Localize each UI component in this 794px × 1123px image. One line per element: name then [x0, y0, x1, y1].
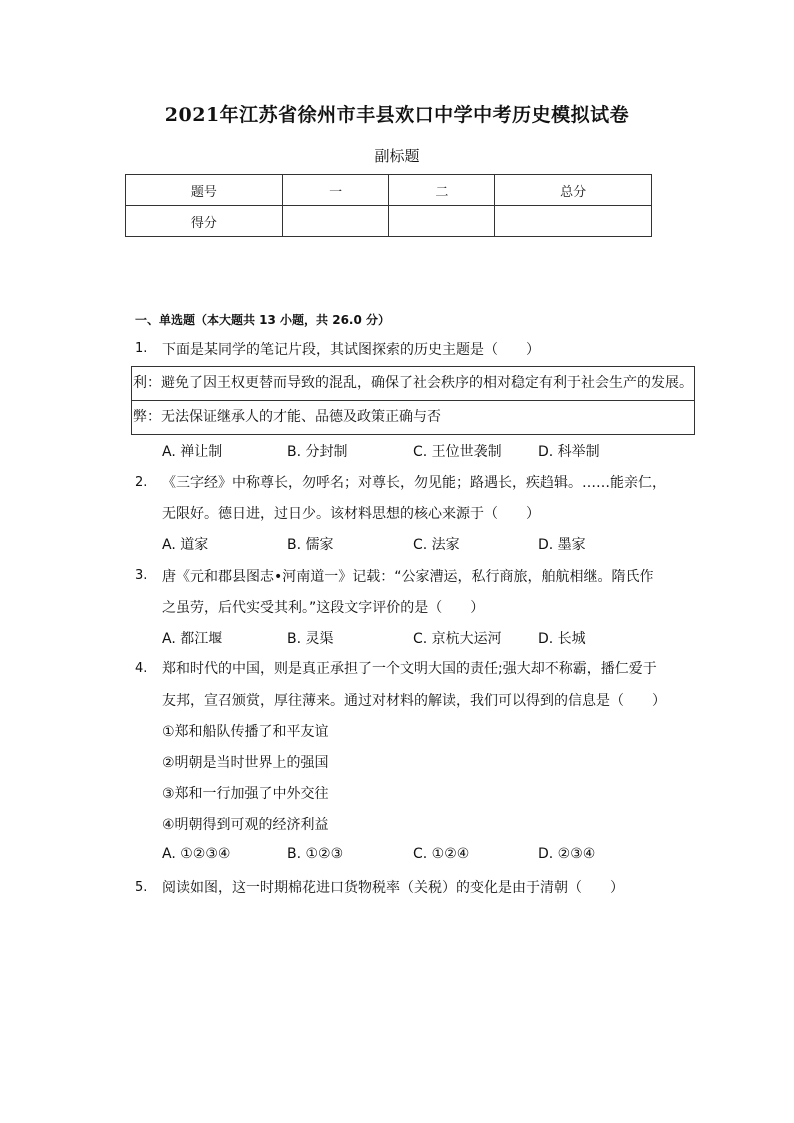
exam-title: 2021年江苏省徐州市丰县欢口中学中考历史模拟试卷 — [164, 104, 630, 126]
option-c[interactable]: C. 王位世袭制 — [413, 444, 502, 460]
question-text: 阅读如图，这一时期棉花进口货物税率（关税）的变化是由于清朝（ ） — [162, 880, 624, 896]
notes-box — [131, 366, 695, 435]
option-b[interactable]: B. 灵渠 — [287, 631, 334, 647]
score-input-cell[interactable] — [389, 206, 495, 237]
question-text: 友邦，宣召颁赏，厚往薄来。通过对材料的解读，我们可以得到的信息是（ ） — [162, 693, 666, 709]
table-cell: 题号 — [126, 175, 283, 206]
option-d[interactable]: D. ②③④ — [538, 846, 596, 862]
option-c[interactable]: C. ①②④ — [413, 846, 470, 862]
question-number: 4. — [135, 661, 148, 676]
option-a[interactable]: A. ①②③④ — [162, 846, 231, 862]
question-text: 《三字经》中称尊长，勿呼名；对尊长，勿见能；路遇长，疾趋辑。……能亲仁， — [162, 475, 666, 491]
question-number: 3. — [135, 568, 148, 583]
option-b[interactable]: B. ①②③ — [287, 846, 344, 862]
notes-pro: 利：避免了因王权更替而导致的混乱，确保了社会秩序的相对稳定有利于社会生产的发展。 — [133, 375, 693, 391]
option-a[interactable]: A. 禅让制 — [162, 444, 223, 460]
question-text: 下面是某同学的笔记片段，其试图探索的历史主题是（ ） — [162, 342, 540, 358]
score-table-score-row — [126, 206, 652, 237]
option-b[interactable]: B. 儒家 — [287, 537, 334, 553]
exam-subtitle: 副标题 — [374, 147, 420, 165]
statement-item: ①郑和船队传播了和平友谊 — [162, 724, 329, 740]
option-d[interactable]: D. 长城 — [538, 631, 586, 647]
question-text: 无限好。德日进，过日少。该材料思想的核心来源于（ ） — [162, 506, 540, 522]
question-text: 之虽劳，后代实受其利。”这段文字评价的是（ ） — [162, 600, 485, 616]
statement-item: ③郑和一行加强了中外交往 — [162, 786, 329, 802]
question-number: 2. — [135, 475, 148, 490]
option-b[interactable]: B. 分封制 — [287, 444, 348, 460]
statement-item: ②明朝是当时世界上的强国 — [162, 755, 329, 771]
score-table-header-row — [126, 175, 652, 206]
table-cell: 得分 — [126, 206, 283, 237]
statement-item: ④明朝得到可观的经济利益 — [162, 817, 329, 833]
score-input-cell[interactable] — [282, 206, 389, 237]
section-heading: 一、单选题（本大题共 13 小题，共 26.0 分） — [135, 313, 391, 327]
score-input-cell[interactable] — [495, 206, 652, 237]
option-d[interactable]: D. 科举制 — [538, 444, 600, 460]
option-a[interactable]: A. 道家 — [162, 537, 209, 553]
option-a[interactable]: A. 都江堰 — [162, 631, 223, 647]
notes-con: 弊：无法保证继承人的才能、品德及政策正确与否 — [132, 400, 694, 434]
question-number: 5. — [135, 880, 148, 895]
table-cell: 一 — [282, 175, 389, 206]
table-cell: 二 — [389, 175, 495, 206]
question-text: 唐《元和郡县图志•河南道一》记载：“公家漕运，私行商旅，舶航相继。隋氏作 — [162, 569, 654, 585]
score-table — [125, 174, 652, 237]
table-cell: 总分 — [495, 175, 652, 206]
option-d[interactable]: D. 墨家 — [538, 537, 586, 553]
question-number: 1. — [135, 341, 148, 356]
question-text: 郑和时代的中国，则是真正承担了一个文明大国的责任;强大却不称霸，播仁爱于 — [162, 661, 657, 677]
option-c[interactable]: C. 京杭大运河 — [413, 631, 502, 647]
option-c[interactable]: C. 法家 — [413, 537, 460, 553]
